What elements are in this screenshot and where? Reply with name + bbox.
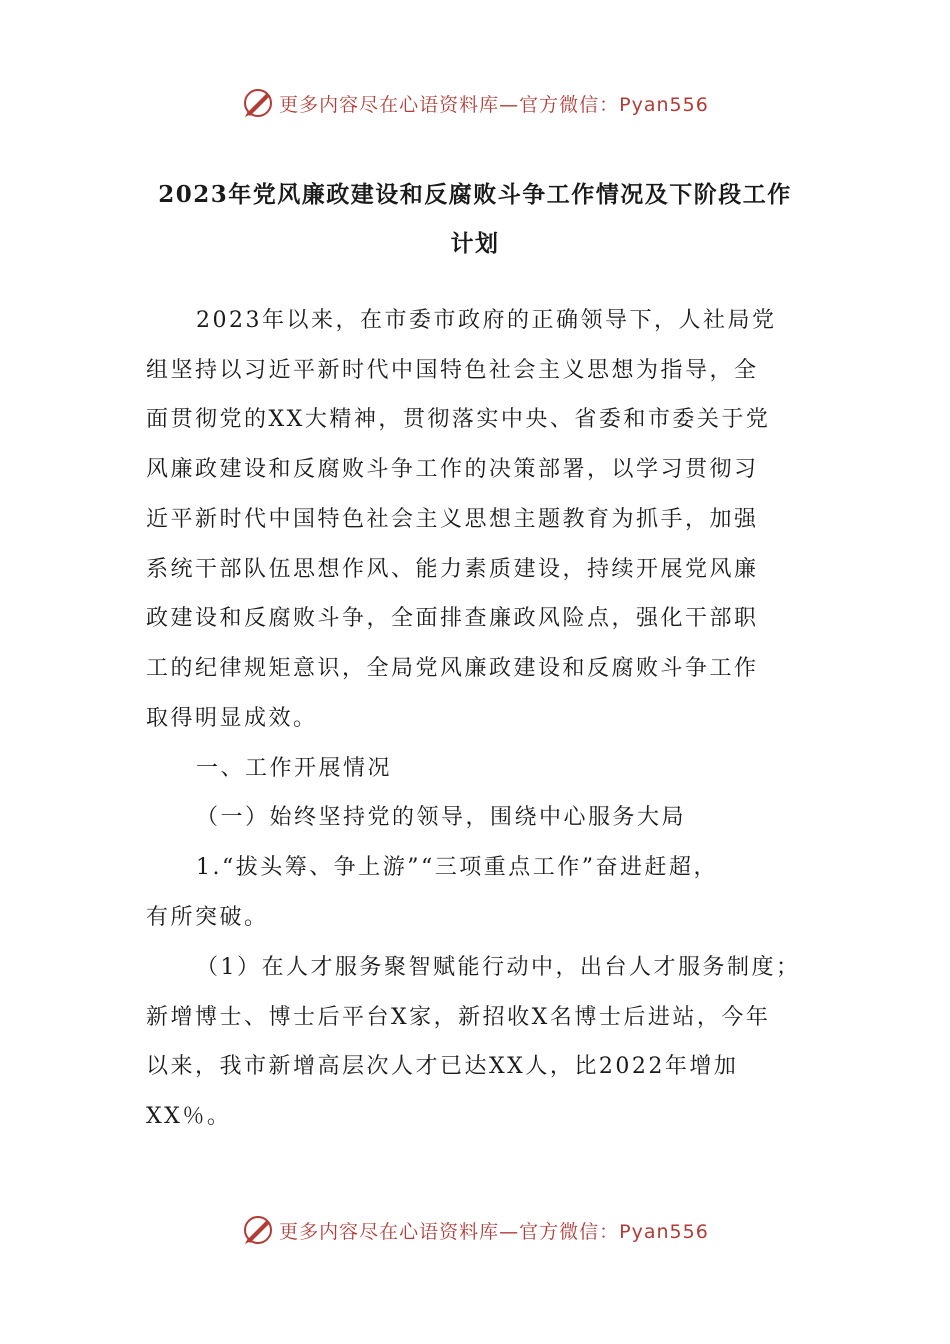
document-title-line-1: 2023年党风廉政建设和反腐败斗争工作情况及下阶段工作: [158, 181, 792, 208]
footer-watermark: [0, 1210, 950, 1250]
body-line-13: XX％。: [146, 1104, 232, 1129]
body-line-5: 近平新时代中国特色社会主义思想主题教育为抓手，加强: [146, 507, 759, 532]
body-line-4: 风廉政建设和反腐败斗争工作的决策部署，以学习贯彻习: [146, 457, 759, 482]
body-line-6: 系统干部队伍思想作风、能力素质建设，持续开展党风廉: [146, 557, 759, 582]
body-line-10: （1）在人才服务聚智赋能行动中，出台人才服务制度；: [196, 955, 801, 980]
section-heading-1: 一、工作开展情况: [196, 756, 393, 781]
document-title-line-2: 计划: [450, 230, 500, 257]
body-line-11: 新增博士、博士后平台X家，新招收X名博士后进站，今年: [146, 1005, 771, 1030]
subsection-heading-1: （一）始终坚持党的领导，围绕中心服务大局: [196, 805, 687, 830]
pen-circle-logo-icon: [241, 1213, 275, 1247]
item-heading-1-cont: 有所突破。: [146, 905, 269, 930]
body-line-8: 工的纪律规矩意识，全局党风廉政建设和反腐败斗争工作: [146, 656, 759, 681]
body-line-2: 组坚持以习近平新时代中国特色社会主义思想为指导，全: [146, 358, 759, 383]
header-watermark: [0, 83, 950, 123]
body-line-12: 以来，我市新增高层次人才已达XX人，比2022年增加: [146, 1054, 739, 1079]
item-heading-1: 1.“拔头筹、争上游”“三项重点工作”奋进赶超，: [196, 855, 718, 880]
body-line-1: 2023年以来，在市委市政府的正确领导下，人社局党: [196, 308, 777, 333]
header-watermark-text: 更多内容尽在心语资料库—官方微信：Pyan556: [279, 93, 709, 116]
body-line-9: 取得明显成效。: [146, 706, 318, 731]
body-line-7: 政建设和反腐败斗争，全面排查廉政风险点，强化干部职: [146, 606, 759, 631]
body-line-3: 面贯彻党的XX大精神，贯彻落实中央、省委和市委关于党: [146, 407, 771, 432]
footer-watermark-text: 更多内容尽在心语资料库—官方微信：Pyan556: [279, 1220, 709, 1243]
pen-circle-logo-icon: [241, 86, 275, 120]
